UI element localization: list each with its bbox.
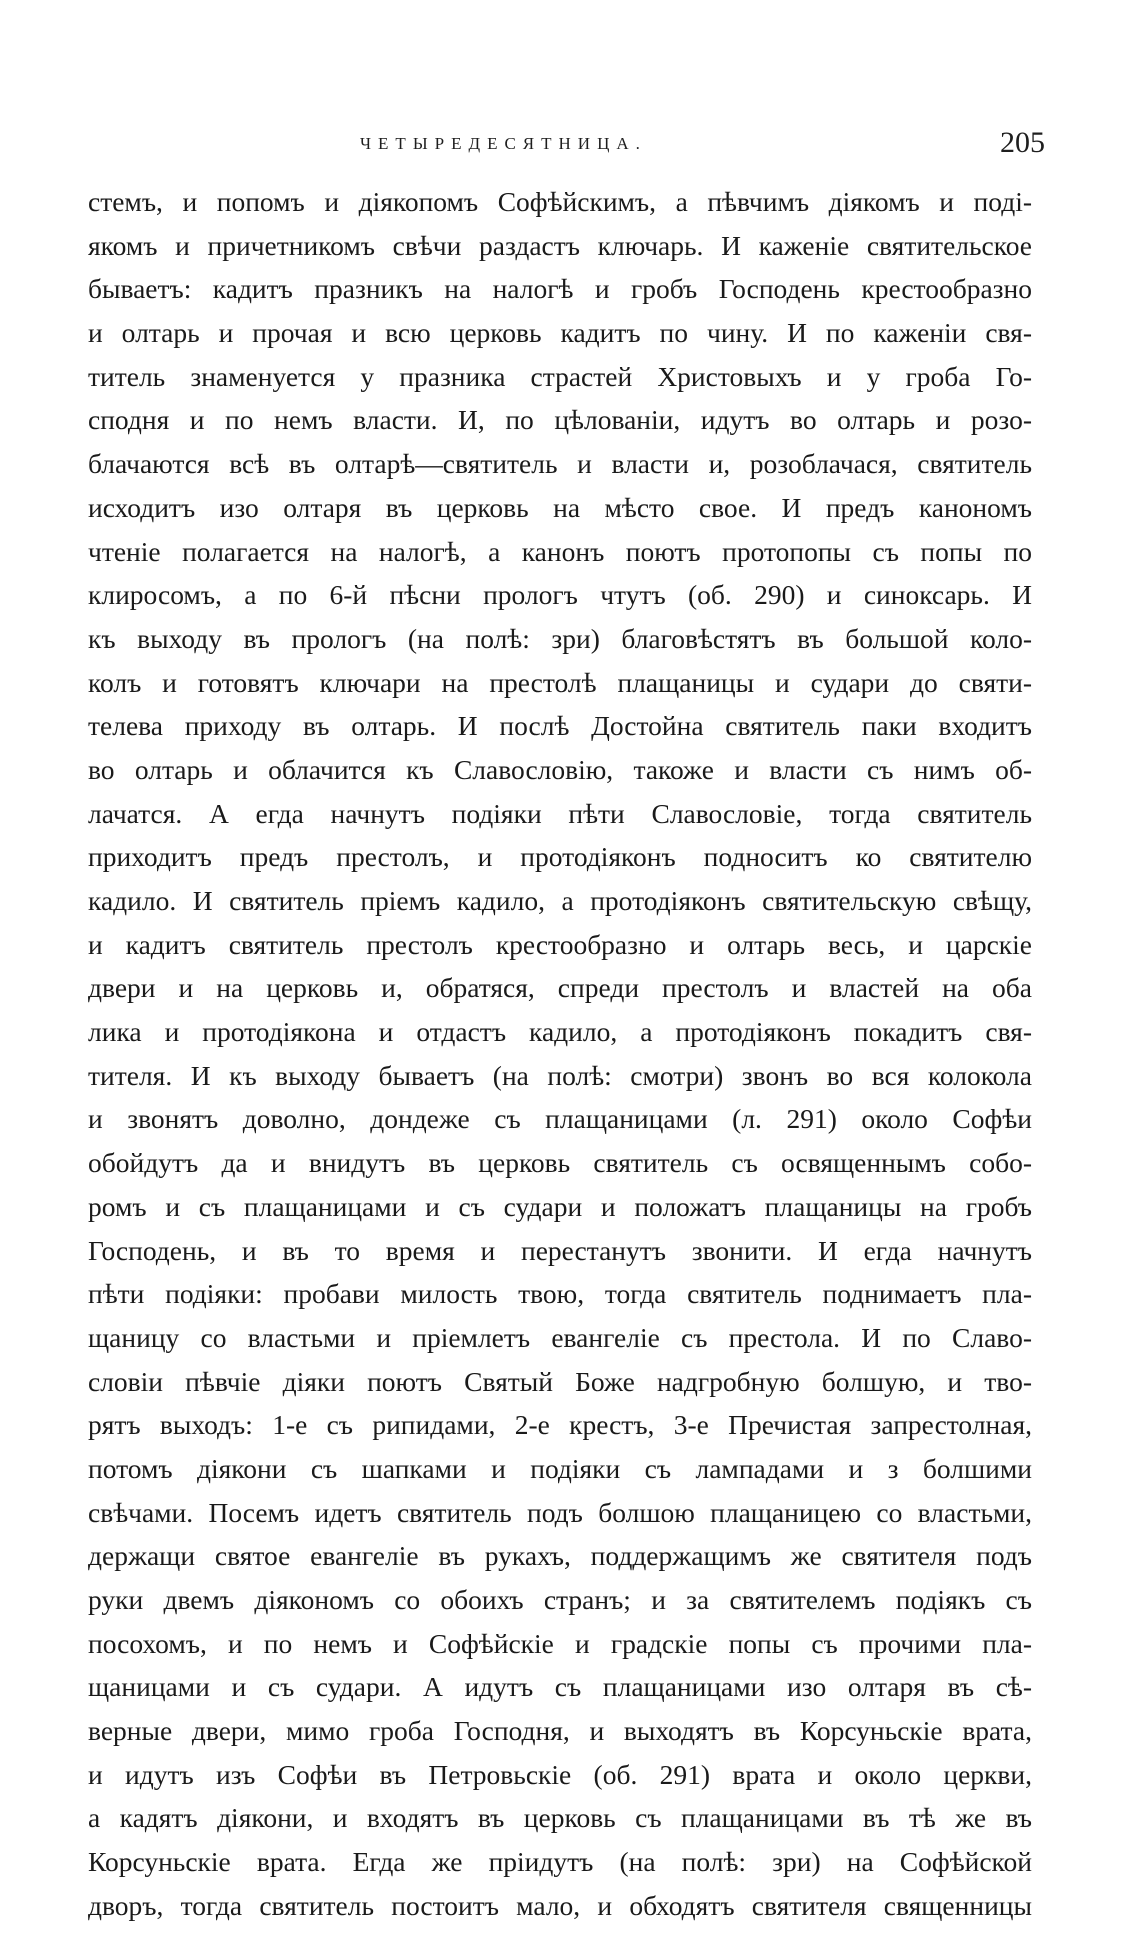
text-line: Корсуньскiе врата. Егда же прiидутъ (на полѣ: зри) на Софѣйской — [88, 1846, 1032, 1878]
text-line: и звонятъ доволно, дондеже съ плащаницами (л. 291) около Софѣи — [88, 1103, 1032, 1135]
text-line: обойдутъ да и внидутъ въ церковь святитель съ освященнымъ собо- — [88, 1147, 1032, 1179]
text-line: исходитъ изо олтаря въ церковь на мѣсто свое. И предъ канономъ — [88, 491, 1032, 523]
text-line: посохомъ, и по немъ и Софѣйскiе и градскiе попы съ прочими пла- — [88, 1627, 1032, 1659]
text-line: верные двери, мимо гроба Господня, и выходятъ въ Корсуньскiе врата, — [88, 1715, 1032, 1747]
text-line: чтенiе полагается на налогѣ, а канонъ поютъ протопопы съ попы по — [88, 535, 1032, 567]
text-line: и идутъ изъ Софѣи въ Петровьскiе (об. 291) врата и около церкви, — [88, 1758, 1032, 1790]
text-line: потомъ дiякони съ шапками и подiяки съ лампадами и з болшими — [88, 1452, 1032, 1484]
text-line: Господень, и въ то время и перестанутъ звонити. И егда начнутъ — [88, 1234, 1032, 1266]
text-line: бываетъ: кадитъ празникъ на налогѣ и гробъ Господень крестообразно — [88, 273, 1032, 305]
text-line: щаницу со властьми и прiемлетъ евангелiе съ престола. И по Славо- — [88, 1321, 1032, 1353]
text-line: держащи святое евангелiе въ рукахъ, поддержащимъ же святителя подъ — [88, 1540, 1032, 1572]
text-line: лачатся. А егда начнутъ подiяки пѣти Славословiе, тогда святитель — [88, 797, 1032, 829]
text-line: ромъ и съ плащаницами и съ судари и положатъ плащаницы на гробъ — [88, 1190, 1032, 1222]
text-line: клиросомъ, а по 6-й пѣсни прологъ чтутъ (об. 290) и синоксарь. И — [88, 579, 1032, 611]
text-line: тителя. И къ выходу бываетъ (на полѣ: смотри) звонъ во вся колокола — [88, 1059, 1032, 1091]
text-line: приходитъ предъ престолъ, и протодiяконъ подноситъ ко святителю — [88, 841, 1032, 873]
text-line: пѣти подiяки: пробави милость твою, тогда святитель поднимаетъ пла- — [88, 1278, 1032, 1310]
text-line: стемъ, и попомъ и дiякопомъ Софѣйскимъ, а пѣвчимъ дiякомъ и подi- — [88, 186, 1032, 217]
text-line: якомъ и причетникомъ свѣчи раздастъ ключарь. И каженiе святительское — [88, 229, 1032, 261]
text-line: лика и протодiякона и отдастъ кадило, а протодiяконъ покадитъ свя- — [88, 1016, 1032, 1048]
text-line: и кадитъ святитель престолъ крестообразно и олтарь весь, и царскiе — [88, 928, 1032, 960]
text-line: колъ и готовятъ ключари на престолѣ плащаницы и судари до святи- — [88, 666, 1032, 698]
page-number: 205 — [1000, 126, 1045, 159]
text-line: къ выходу въ прологъ (на полѣ: зри) благовѣстятъ въ большой коло- — [88, 622, 1032, 654]
body-text — [88, 180, 1032, 1928]
running-title: ЧЕТЫРЕДЕСЯТНИЦА. — [360, 134, 647, 153]
text-line: кадило. И святитель прiемъ кадило, а протодiяконъ святительскую свѣщу, — [88, 885, 1032, 916]
text-line: титель знаменуется у празника страстей Христовыхъ и у гроба Го- — [88, 360, 1032, 392]
text-line: телева приходу въ олтарь. И послѣ Достойна святитель паки входитъ — [88, 710, 1032, 742]
text-line: щаницами и съ судари. А идутъ съ плащаницами изо олтаря въ сѣ- — [88, 1671, 1032, 1703]
text-line: и олтарь и прочая и всю церковь кадитъ по чину. И по каженiи свя- — [88, 317, 1032, 349]
text-line: дворъ, тогда святитель постоитъ мало, и обходятъ святителя священницы — [88, 1889, 1032, 1921]
text-line: а кадятъ дiякони, и входятъ въ церковь съ плащаницами въ тѣ же въ — [88, 1802, 1032, 1834]
text-line: руки двемъ дiякономъ со обоихъ странъ; и за святителемъ подiякъ съ — [88, 1584, 1032, 1615]
text-line: рятъ выходъ: 1-е съ рипидами, 2-е крестъ, 3-е Пречистая запрестолная, — [88, 1409, 1032, 1441]
text-line: двери и на церковь и, обратяся, спреди престолъ и властей на оба — [88, 972, 1032, 1004]
text-line: блачаются всѣ въ олтарѣ—святитель и власти и, розоблачася, святитель — [88, 448, 1032, 480]
text-line: во олтарь и облачится къ Славословiю, такоже и власти съ нимъ об- — [88, 753, 1032, 785]
text-line: сподня и по немъ власти. И, по цѣлованiи, идутъ во олтарь и розо- — [88, 404, 1032, 436]
text-line: свѣчами. Посемъ идетъ святитель подъ болшою плащаницею со властьми, — [88, 1496, 1032, 1528]
text-line: словiи пѣвчiе дiяки поютъ Святый Боже надгробную болшую, и тво- — [88, 1365, 1032, 1397]
running-header — [0, 128, 1140, 168]
